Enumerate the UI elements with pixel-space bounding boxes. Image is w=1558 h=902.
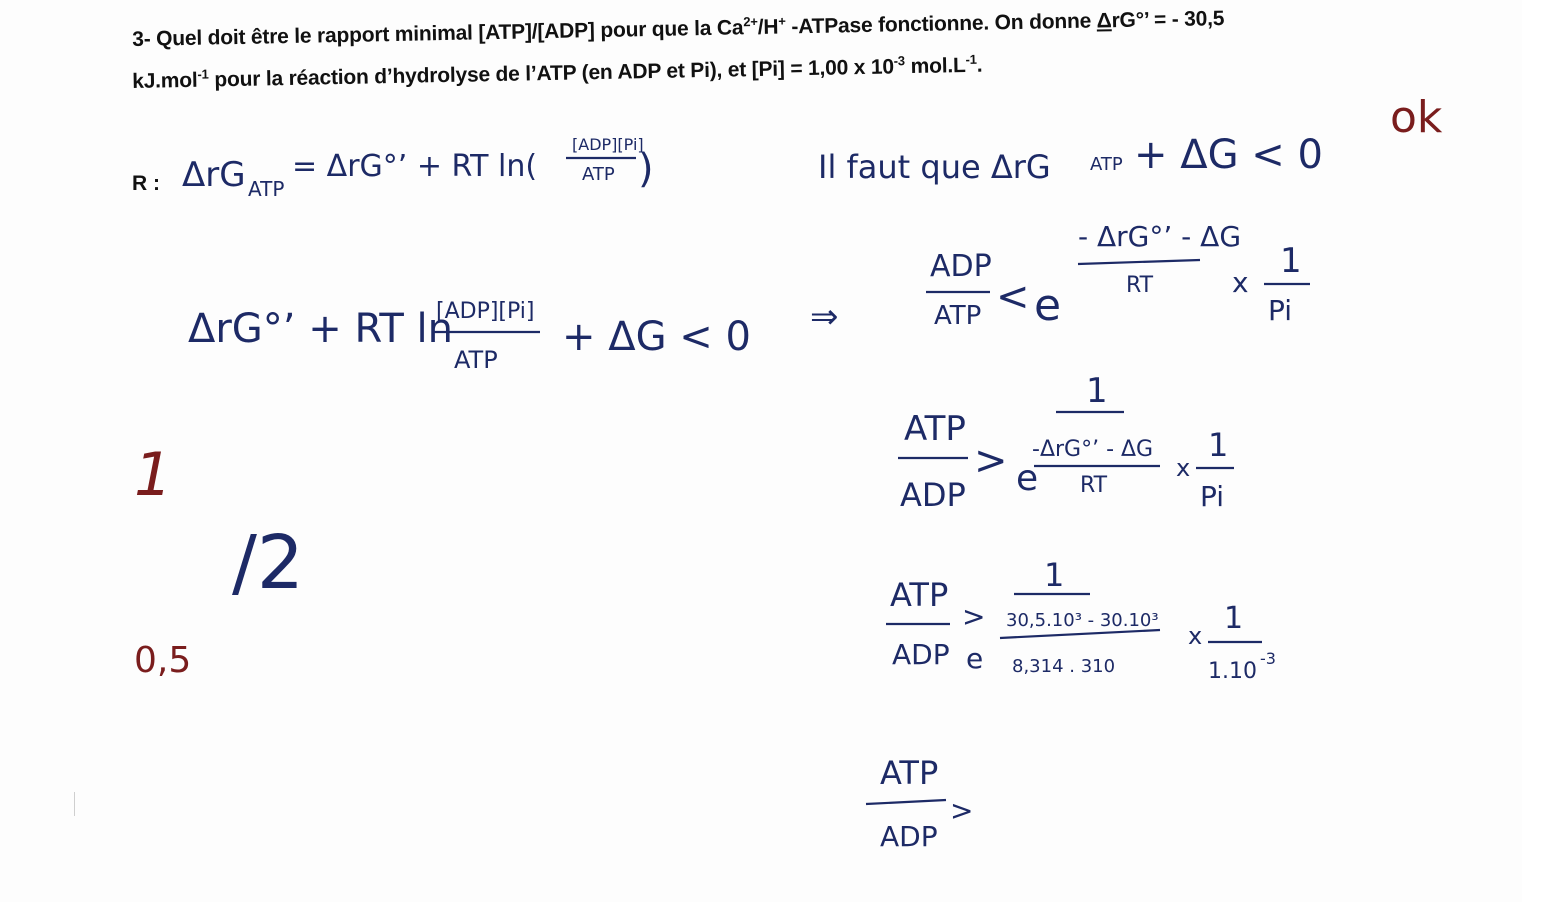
fraction-bar	[866, 800, 946, 804]
implies-arrow: ⇒	[810, 297, 839, 337]
answer-label: R :	[132, 172, 160, 195]
equation-2	[188, 297, 839, 374]
charge-superscript: +	[778, 13, 786, 29]
step1-factor-denominator: Pi	[1268, 294, 1293, 327]
question-text: pour la réaction d’hydrolyse de l’ATP (en ADP et Pi), et [Pi] = 1,00 x 10	[208, 55, 895, 92]
step3-exponent-denominator: 8,314 . 310	[1012, 656, 1116, 677]
step-4	[866, 754, 973, 853]
eq1-lhs: ΔrG	[182, 155, 246, 195]
step3-factor-denominator: 1.10	[1208, 659, 1257, 684]
condition-subscript: ATP	[1090, 154, 1123, 175]
eq2-denominator: ATP	[454, 346, 498, 374]
step-3	[886, 556, 1276, 684]
equation-1	[182, 135, 654, 201]
step2-top-one: 1	[1086, 371, 1108, 411]
step3-exponent-numerator: 30,5.10³ - 30.10³	[1006, 610, 1159, 631]
question-text: 3- Quel doit être le rapport minimal [ATP]/[ADP] pour que la Ca	[132, 16, 744, 51]
step3-e: e	[966, 642, 984, 675]
step-2	[898, 371, 1234, 514]
step3-times: x	[1188, 622, 1203, 650]
grade-score-one: 1	[134, 440, 173, 510]
step2-factor-denominator: Pi	[1200, 480, 1225, 513]
step2-exponent-denominator: RT	[1080, 473, 1108, 498]
step3-top-one: 1	[1044, 556, 1065, 594]
step3-denominator: ADP	[892, 638, 950, 671]
eq1-fraction-numerator: [ADP][Pi]	[572, 135, 644, 154]
condition	[818, 132, 1323, 186]
step1-exponent-numerator: - ΔrG°’ - ΔG	[1078, 220, 1242, 253]
step1-relation: <	[996, 274, 1030, 320]
eq2-lhs: ΔrG°’ + RT ln	[188, 306, 453, 352]
step2-numerator: ATP	[904, 409, 966, 449]
fraction-bar	[1078, 260, 1200, 264]
step1-denominator: ATP	[934, 301, 982, 331]
step2-times: x	[1176, 454, 1191, 482]
step1-exponent-denominator: RT	[1126, 273, 1154, 298]
fraction-bar	[1000, 630, 1160, 638]
step2-denominator: ADP	[900, 476, 966, 514]
step3-numerator: ATP	[890, 576, 949, 614]
eq1-rhs: = ΔrG°’ + RT ln(	[292, 149, 538, 184]
step3-factor-exponent: -3	[1260, 649, 1276, 668]
eq2-tail: + ΔG < 0	[562, 314, 751, 360]
delta-symbol: Δ	[1096, 9, 1112, 33]
question-text: .	[976, 53, 983, 77]
question-text: -ATPase fonctionne. On donne	[785, 9, 1097, 39]
exponent: -1	[197, 66, 209, 82]
step3-factor-numerator: 1	[1224, 601, 1244, 636]
question-text: rG°’ = - 30,5	[1111, 7, 1225, 33]
exponent: -1	[965, 51, 977, 67]
eq1-fraction-denominator: ATP	[582, 164, 615, 185]
step4-numerator: ATP	[880, 754, 939, 792]
eq2-numerator: [ADP][Pi]	[436, 299, 535, 324]
charge-superscript: 2+	[743, 13, 758, 30]
condition-tail: + ΔG < 0	[1134, 132, 1323, 178]
step1-e: e	[1034, 280, 1062, 331]
grade-ok: ok	[1390, 92, 1443, 143]
step2-exponent-numerator: -ΔrG°’ - ΔG	[1032, 437, 1154, 462]
eq1-close-paren: )	[638, 146, 654, 192]
step1-factor-numerator: 1	[1280, 241, 1302, 281]
eq1-lhs-subscript: ATP	[248, 177, 285, 201]
step2-factor-numerator: 1	[1208, 426, 1229, 464]
step-1	[926, 220, 1310, 331]
exponent: -3	[893, 53, 905, 69]
step1-times: x	[1232, 266, 1249, 299]
question-text: mol.L	[904, 53, 966, 79]
question-text: kJ.mol	[132, 68, 198, 93]
step4-relation: >	[950, 794, 974, 827]
question-text: /H	[757, 15, 779, 39]
step2-e: e	[1016, 458, 1039, 499]
step1-numerator: ADP	[930, 249, 992, 284]
grade-out-of-two: /2	[232, 520, 305, 606]
step4-denominator: ADP	[880, 820, 938, 853]
condition-text: Il faut que ΔrG	[818, 148, 1051, 186]
grade-score-half: 0,5	[134, 640, 192, 681]
step3-relation: >	[962, 600, 986, 633]
step2-relation: >	[974, 438, 1008, 484]
